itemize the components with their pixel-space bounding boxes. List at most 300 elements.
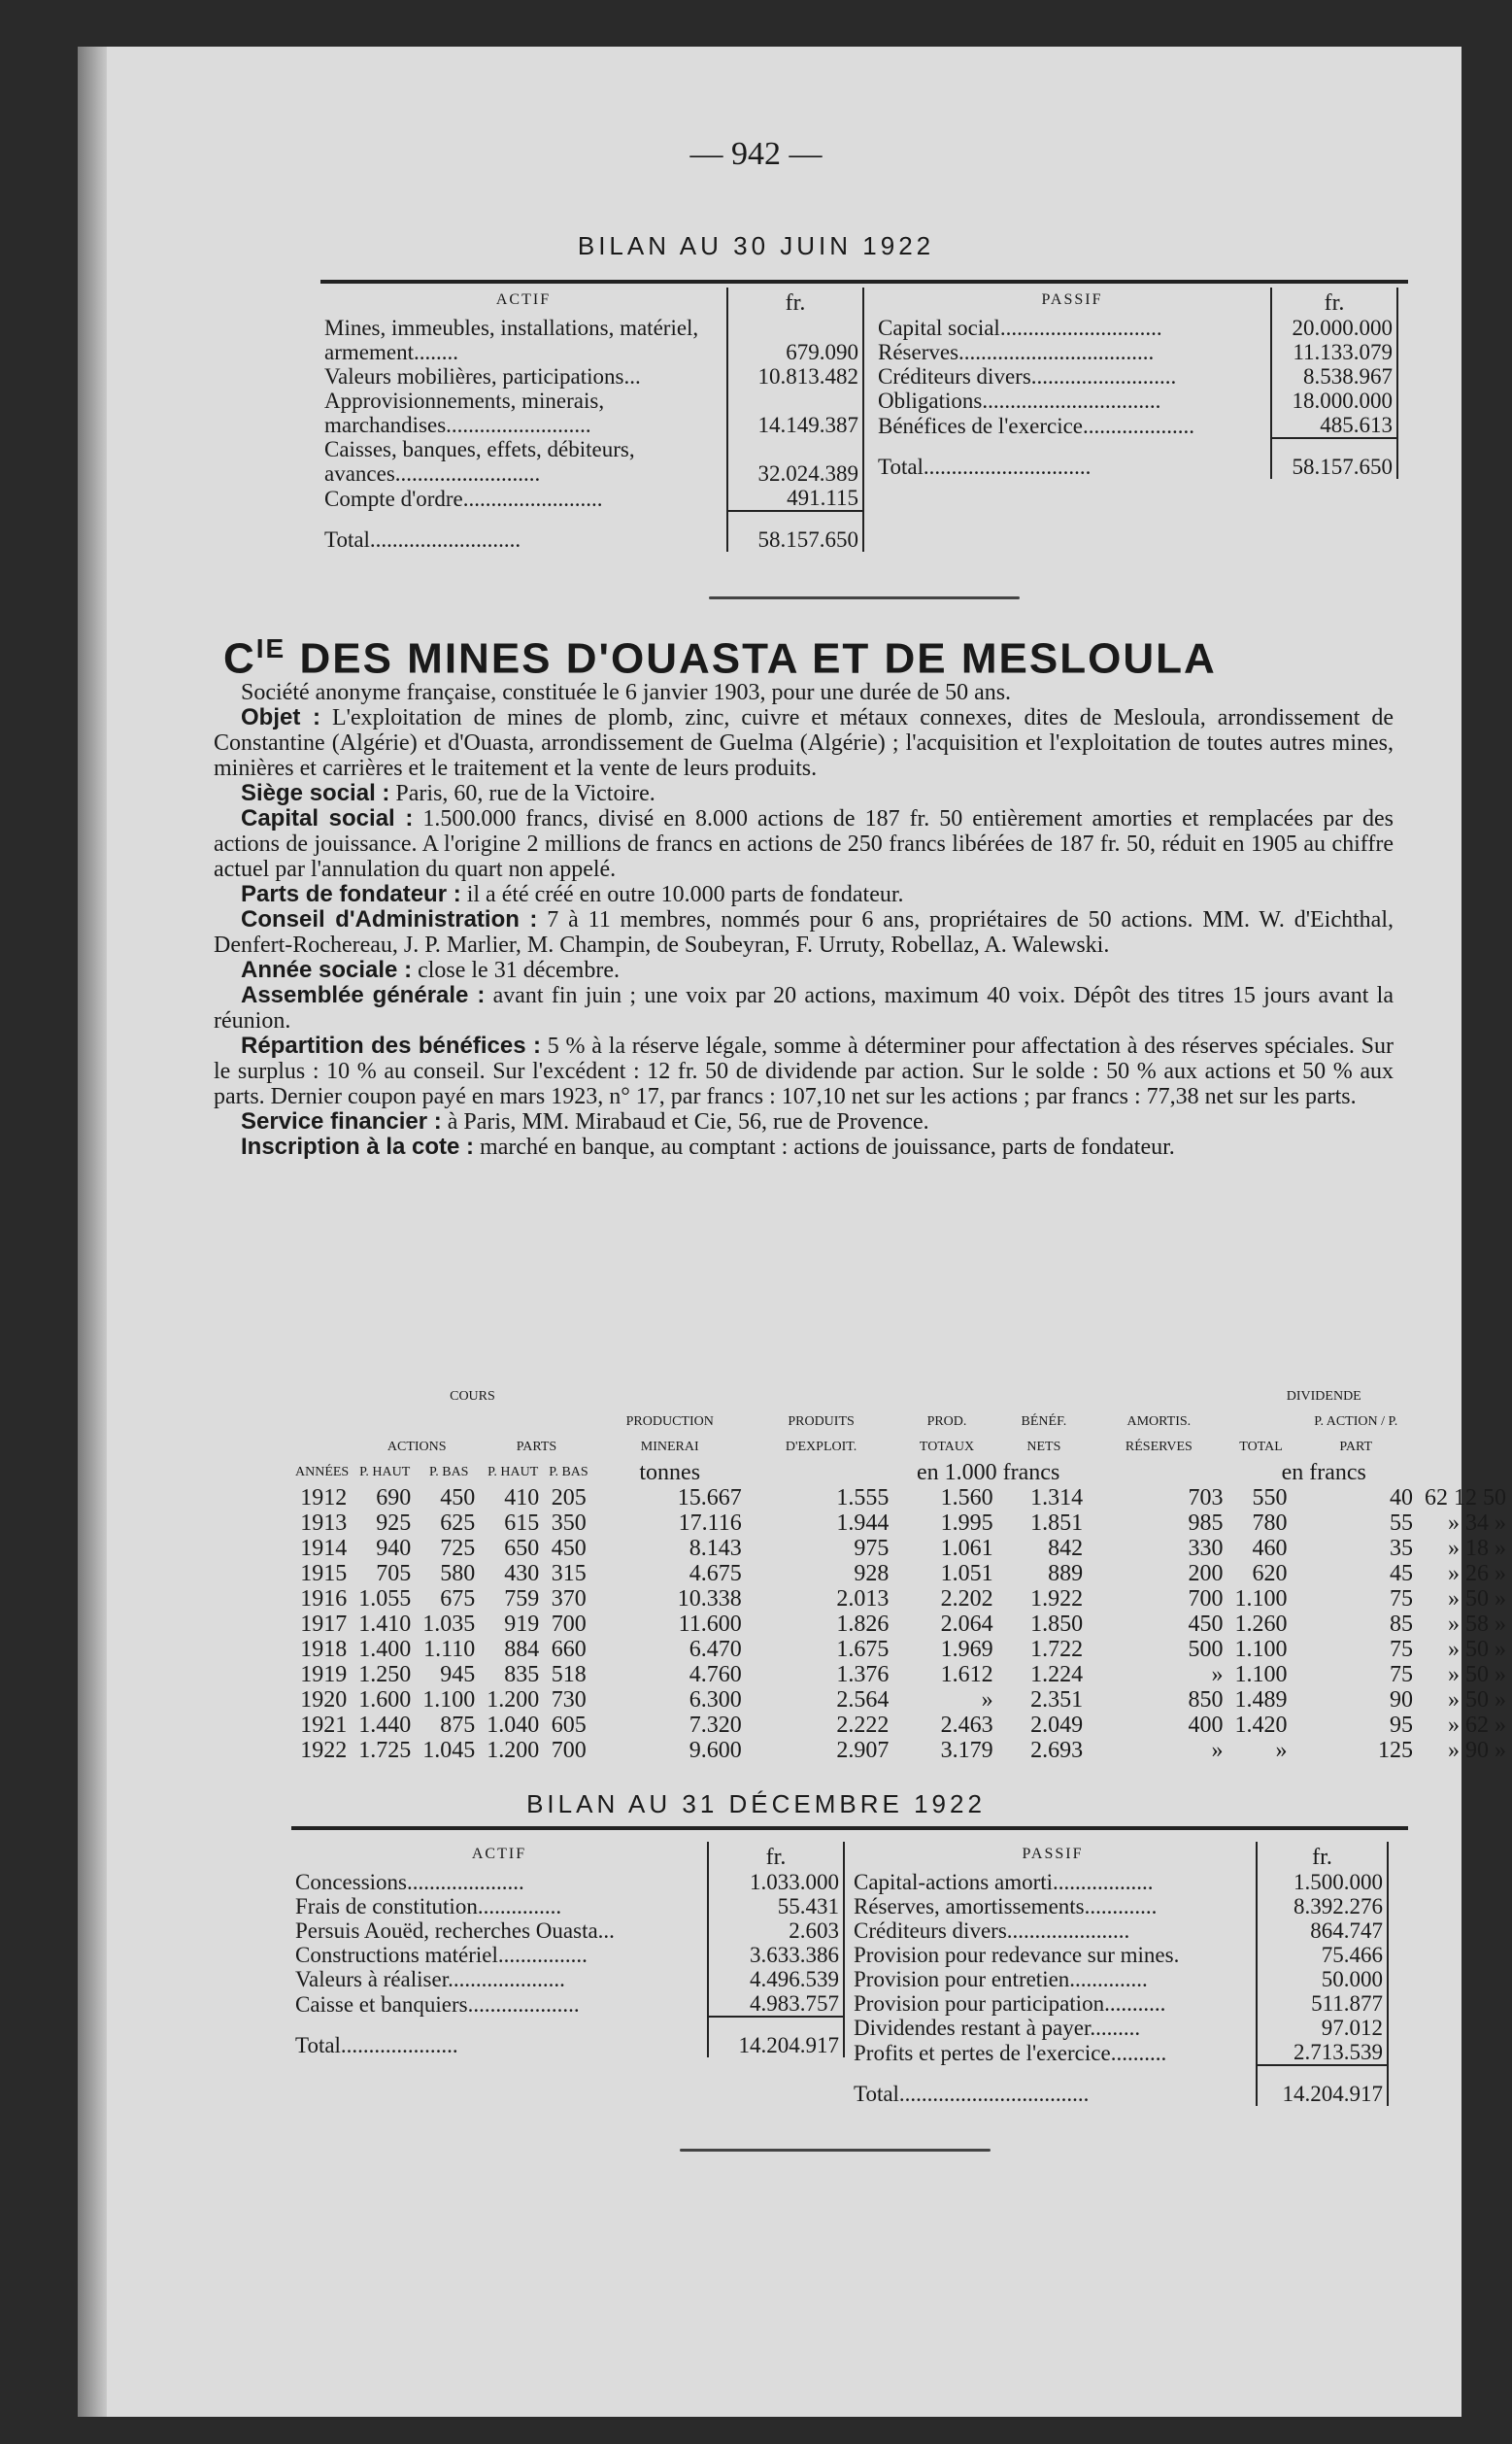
- table-cell: 1.851: [1030, 1511, 1084, 1536]
- table-cell: 2.907: [836, 1738, 890, 1763]
- table-cell: 7.320: [689, 1713, 742, 1738]
- bilan2-top-rule: [291, 1826, 1408, 1830]
- passif-label: Provision pour entretien..............: [854, 1967, 1148, 1991]
- passif-value: 11.133.079: [1271, 340, 1397, 364]
- passif-value: 18.000.000: [1271, 389, 1397, 413]
- passif-value: 511.877: [1257, 1991, 1388, 2016]
- table-cell: 2.693: [1030, 1738, 1084, 1763]
- paragraph: [214, 983, 1394, 1034]
- table-cell: 2.351: [1030, 1687, 1084, 1713]
- table-cell: 1.055: [358, 1586, 412, 1612]
- table-cell: 1.440: [358, 1713, 412, 1738]
- ornament-rule-2: [680, 2149, 991, 2152]
- table-cell: 780: [1252, 1511, 1288, 1536]
- actif-label: Valeurs mobilières, participations...: [324, 364, 641, 389]
- actif-row: [291, 1991, 844, 2017]
- passif-row: [850, 1967, 1388, 1991]
- table-cell: 605: [551, 1713, 587, 1738]
- table-cell: 875: [440, 1713, 476, 1738]
- table-cell: 1914: [300, 1536, 348, 1561]
- actif-value: 32.024.389: [727, 437, 863, 486]
- paragraph: [214, 1135, 1394, 1160]
- table-cell: 889: [1048, 1561, 1084, 1586]
- paragraph-text: marché en banque, au comptant : actions de jouissance, parts de fondateur.: [474, 1135, 1175, 1160]
- actif-label: Caisse et banquiers....................: [295, 1992, 580, 2017]
- actions-bas-heading: P. BAS: [429, 1465, 469, 1479]
- company-description: [214, 680, 1394, 1160]
- table-cell: 205: [551, 1485, 587, 1511]
- actif-label: Mines, immeubles, installations, matériel, armement........: [324, 316, 699, 364]
- annees-heading: ANNÉES: [295, 1465, 350, 1479]
- table-cell: 1.051: [940, 1561, 993, 1586]
- passif-row: [874, 316, 1397, 340]
- paragraph-key: Siège social :: [241, 780, 390, 806]
- table-cell: 759: [504, 1586, 540, 1612]
- actif-row: [320, 364, 863, 389]
- passif-label: Provision pour participation...........: [854, 1991, 1166, 2016]
- table-cell: 1.035: [422, 1612, 476, 1637]
- table-cell: 2.013: [836, 1586, 890, 1612]
- table-cell: 1922: [300, 1738, 348, 1763]
- paragraph-key: Parts de fondateur :: [241, 881, 461, 907]
- table-cell: 1.400: [358, 1637, 412, 1662]
- table-cell: 1.100: [1234, 1637, 1288, 1662]
- actif-value: 4.983.757: [708, 1991, 844, 2017]
- table-cell: 9.600: [689, 1738, 742, 1763]
- table-cell: 55: [1389, 1511, 1413, 1536]
- table-cell: »: [981, 1687, 993, 1713]
- table-cell: 2.564: [836, 1687, 890, 1713]
- table-cell: 350: [551, 1511, 587, 1536]
- total-row: [874, 438, 1397, 479]
- total-value: 58.157.650: [1271, 438, 1397, 479]
- actif-row: [291, 1918, 844, 1943]
- table-cell: 660: [551, 1637, 587, 1662]
- actif-label: Valeurs à réaliser.....................: [295, 1967, 565, 1991]
- table-row: [291, 1612, 1512, 1637]
- table-cell: 40: [1389, 1485, 1413, 1511]
- table-cell: 1918: [300, 1637, 348, 1662]
- passif-value: 97.012: [1257, 2016, 1388, 2040]
- paragraph-text: 1.500.000 francs, divisé en 8.000 actions de 187 fr. 50 entièrement amorties et remplacées par des actions de jouissance. A l'origine 2 millions de francs en actions de 250 francs libérées de 187 fr. 50, réduit en 1905 au chiffre actuel par l'annulation du quart non appelé.: [214, 806, 1394, 882]
- table-cell: 675: [440, 1586, 476, 1612]
- table-cell: 850: [1188, 1687, 1224, 1713]
- table-cell: 1.410: [358, 1612, 412, 1637]
- passif-label: Dividendes restant à payer.........: [854, 2016, 1141, 2040]
- table-cell: 1.200: [487, 1738, 540, 1763]
- table-cell: 940: [376, 1536, 412, 1561]
- table-cell: 1.224: [1030, 1662, 1084, 1687]
- table-cell: 518: [551, 1662, 587, 1687]
- table-cell: 2.049: [1030, 1713, 1084, 1738]
- paragraph-key: Répartition des bénéfices :: [241, 1033, 542, 1059]
- parts-bas-heading: P. BAS: [549, 1465, 588, 1479]
- passif-label: Créditeurs divers..........................: [878, 364, 1177, 389]
- table-cell: » 50 »: [1448, 1687, 1506, 1713]
- table-cell: 8.143: [689, 1536, 742, 1561]
- actif-heading: ACTIF: [495, 291, 552, 308]
- passif-value: 485.613: [1271, 413, 1397, 438]
- table-cell: 330: [1188, 1536, 1224, 1561]
- table-cell: 975: [854, 1536, 890, 1561]
- paragraph-key: Service financier :: [241, 1108, 442, 1135]
- table-cell: 2.064: [940, 1612, 993, 1637]
- table-cell: 15.667: [677, 1485, 742, 1511]
- table-cell: 6.300: [689, 1687, 742, 1713]
- passif-label: Capital social.............................: [878, 316, 1162, 340]
- total-label: Total.....................: [295, 2033, 458, 2057]
- table-row: [291, 1536, 1512, 1561]
- table-cell: 450: [1188, 1612, 1224, 1637]
- passif-value: 2.713.539: [1257, 2040, 1388, 2065]
- table-cell: 1916: [300, 1586, 348, 1612]
- fr-heading: fr.: [1271, 288, 1397, 316]
- production-heading: PRODUCTION MINERAI: [625, 1414, 714, 1454]
- paragraph-text: Paris, 60, rue de la Victoire.: [389, 781, 655, 806]
- actif-value: 14.149.387: [727, 389, 863, 437]
- table-cell: 75: [1389, 1586, 1413, 1612]
- table-cell: 615: [504, 1511, 540, 1536]
- table-cell: 1.826: [836, 1612, 890, 1637]
- table-cell: 703: [1188, 1485, 1224, 1511]
- table-cell: 1.850: [1030, 1612, 1084, 1637]
- total-row: [850, 2065, 1388, 2106]
- passif-label: Réserves...................................: [878, 340, 1155, 364]
- table-cell: 1917: [300, 1612, 348, 1637]
- table-cell: 620: [1252, 1561, 1288, 1586]
- bilan1-actif-table: [320, 288, 864, 552]
- table-cell: 725: [440, 1536, 476, 1561]
- table-cell: 1.560: [940, 1485, 993, 1511]
- paragraph-key: Année sociale :: [241, 957, 413, 983]
- table-cell: 2.222: [836, 1713, 890, 1738]
- total-label: Total...........................: [324, 527, 521, 552]
- table-cell: »: [1211, 1662, 1224, 1687]
- table-row: [291, 1738, 1512, 1763]
- table-cell: 1.600: [358, 1687, 412, 1713]
- paragraph-text: il a été créé en outre 10.000 parts de fondateur.: [460, 882, 904, 907]
- table-cell: 1.376: [836, 1662, 890, 1687]
- paragraph-text: close le 31 décembre.: [412, 958, 620, 983]
- table-cell: 1.555: [836, 1485, 890, 1511]
- passif-value: 8.392.276: [1257, 1894, 1388, 1918]
- table-cell: 1.675: [836, 1637, 890, 1662]
- passif-row: [850, 1894, 1388, 1918]
- actif-label: Caisses, banques, effets, débiteurs, avances..........................: [324, 437, 635, 486]
- produits-heading: PRODUITS D'EXPLOIT.: [785, 1414, 857, 1454]
- table-cell: 1.722: [1030, 1637, 1084, 1662]
- table-cell: 2.463: [940, 1713, 993, 1738]
- fr-heading: fr.: [708, 1842, 844, 1870]
- table-cell: 650: [504, 1536, 540, 1561]
- passif-value: 75.466: [1257, 1943, 1388, 1967]
- table-cell: 1920: [300, 1687, 348, 1713]
- table-row: [291, 1662, 1512, 1687]
- table-cell: 450: [440, 1485, 476, 1511]
- table-cell: » 50 »: [1448, 1662, 1506, 1687]
- company-title: $C^{IE}$ DES MINES D'OUASTA ET DE MESLOULA: [223, 633, 1217, 683]
- total-label: Total..............................: [878, 455, 1092, 479]
- table-cell: 430: [504, 1561, 540, 1586]
- actif-value: 4.496.539: [708, 1967, 844, 1991]
- table-cell: » 34 »: [1448, 1511, 1506, 1536]
- total-value: 14.204.917: [1257, 2065, 1388, 2106]
- table-cell: 700: [1188, 1586, 1224, 1612]
- passif-label: Réserves, amortissements.............: [854, 1894, 1158, 1918]
- paragraph-key: Inscription à la cote :: [241, 1134, 475, 1160]
- table-cell: 1913: [300, 1511, 348, 1536]
- table-cell: 1.250: [358, 1662, 412, 1687]
- paragraph: [214, 1109, 1394, 1135]
- paragraph-text: 7 à 11 membres, nommés pour 6 ans, propriétaires de 50 actions. MM. W. d'Eichthal, Denfert-Rochereau, J. P. Marlier, M. Champin, de Soubeyran, F. Urruty, Robellaz, A. Walewski.: [214, 907, 1394, 958]
- table-cell: 400: [1188, 1713, 1224, 1738]
- table-cell: 1.725: [358, 1738, 412, 1763]
- table-cell: » 58 »: [1448, 1612, 1506, 1637]
- table-cell: 884: [504, 1637, 540, 1662]
- actif-row: [320, 389, 863, 437]
- passif-row: [874, 389, 1397, 413]
- table-cell: 200: [1188, 1561, 1224, 1586]
- actif-label: Frais de constitution...............: [295, 1894, 562, 1918]
- table-cell: 125: [1377, 1738, 1413, 1763]
- table-row: [291, 1511, 1512, 1536]
- table-cell: 95: [1389, 1713, 1413, 1738]
- paragraph: [214, 958, 1394, 983]
- table-row: [291, 1637, 1512, 1662]
- table-cell: 1.420: [1234, 1713, 1288, 1738]
- actif-heading: ACTIF: [471, 1846, 527, 1862]
- table-cell: 705: [376, 1561, 412, 1586]
- table-cell: 1.969: [940, 1637, 993, 1662]
- table-cell: 1.045: [422, 1738, 476, 1763]
- bilan1-title: BILAN AU 30 JUIN 1922: [577, 231, 935, 260]
- table-cell: 1919: [300, 1662, 348, 1687]
- table-cell: 985: [1188, 1511, 1224, 1536]
- table-cell: 17.116: [678, 1511, 742, 1536]
- paragraph: [214, 1034, 1394, 1109]
- actif-row: [291, 1870, 844, 1894]
- actif-value: 55.431: [708, 1894, 844, 1918]
- passif-heading: PASSIF: [1022, 1846, 1084, 1862]
- total-value: 58.157.650: [727, 511, 863, 552]
- passif-value: 864.747: [1257, 1918, 1388, 1943]
- actif-value: 2.603: [708, 1918, 844, 1943]
- paragraph-text: 5 % à la réserve légale, somme à déterminer pour affectation à des réserves spéciales. Sur le surplus : 10 % au conseil. Sur l'excédent : 12 fr. 50 de dividende par action. Sur le solde : 50 % aux actions et 50 % aux parts. Dernier coupon payé en mars 1923, n° 17, par francs : 107,10 net sur les actions ; par francs : 77,38 net sur les parts.: [214, 1034, 1394, 1109]
- passif-label: Bénéfices de l'exercice....................: [878, 414, 1195, 438]
- bilan2-actif-table: [291, 1842, 845, 2057]
- table-cell: 500: [1188, 1637, 1224, 1662]
- table-row: [291, 1586, 1512, 1612]
- table-cell: 1.100: [422, 1687, 476, 1713]
- table-cell: » 50 »: [1448, 1637, 1506, 1662]
- table-cell: 928: [854, 1561, 890, 1586]
- table-cell: » 62 »: [1448, 1713, 1506, 1738]
- paragraph: [214, 907, 1394, 958]
- table-cell: 945: [440, 1662, 476, 1687]
- table-cell: 1921: [300, 1713, 348, 1738]
- passif-label: Capital-actions amorti..................: [854, 1870, 1154, 1894]
- table-cell: 1.944: [836, 1511, 890, 1536]
- passif-row: [874, 340, 1397, 364]
- table-cell: 4.760: [689, 1662, 742, 1687]
- passif-row: [850, 2040, 1388, 2065]
- passif-row: [850, 1918, 1388, 1943]
- paragraph-key: Assemblée générale :: [241, 982, 486, 1008]
- actif-row: [291, 1943, 844, 1967]
- actif-value: 3.633.386: [708, 1943, 844, 1967]
- total-heading: TOTAL: [1239, 1440, 1283, 1454]
- table-cell: 835: [504, 1662, 540, 1687]
- passif-label: Provision pour redevance sur mines.: [854, 1943, 1180, 1967]
- actif-label: Concessions.....................: [295, 1870, 524, 1894]
- passif-row: [874, 413, 1397, 438]
- actif-label: Constructions matériel................: [295, 1943, 588, 1967]
- table-cell: 625: [440, 1511, 476, 1536]
- ornament-rule: [709, 596, 1020, 599]
- table-cell: » 26 »: [1448, 1561, 1506, 1586]
- paragraph: [214, 882, 1394, 907]
- table-cell: 10.338: [677, 1586, 742, 1612]
- passif-row: [850, 2016, 1388, 2040]
- table-cell: 35: [1389, 1536, 1413, 1561]
- table-row: [291, 1485, 1512, 1511]
- bilan2-passif-table: [850, 1842, 1389, 2106]
- paragraph: [214, 781, 1394, 806]
- paragraph: [214, 806, 1394, 882]
- table-cell: 90: [1389, 1687, 1413, 1713]
- table-cell: 919: [504, 1612, 540, 1637]
- paragraph-text: à Paris, MM. Mirabaud et Cie, 56, rue de Provence.: [441, 1109, 929, 1135]
- table-cell: 925: [376, 1511, 412, 1536]
- parts-heading: PARTS: [516, 1440, 557, 1454]
- bilan1-top-rule: [320, 280, 1408, 284]
- passif-row: [850, 1870, 1388, 1894]
- total-row: [291, 2017, 844, 2057]
- table-cell: 550: [1252, 1485, 1288, 1511]
- passif-heading: PASSIF: [1041, 291, 1103, 308]
- table-cell: 1.922: [1030, 1586, 1084, 1612]
- dividende-heading: DIVIDENDE: [1286, 1389, 1361, 1404]
- actif-value: 679.090: [727, 316, 863, 364]
- paragraph-text: Société anonyme française, constituée le 6 janvier 1903, pour une durée de 50 ans.: [241, 680, 1012, 705]
- actif-label: Compte d'ordre.........................: [324, 487, 603, 511]
- parts-haut-heading: P. HAUT: [487, 1465, 539, 1479]
- table-cell: 1915: [300, 1561, 348, 1586]
- table-cell: 1.100: [1234, 1662, 1288, 1687]
- table-cell: 62 12 50: [1425, 1485, 1506, 1511]
- paction-ppart-heading: P. ACTION / P. PART: [1314, 1414, 1398, 1454]
- prod-totaux-heading: PROD. TOTAUX: [919, 1414, 975, 1454]
- passif-value: 50.000: [1257, 1967, 1388, 1991]
- passif-value: 20.000.000: [1271, 316, 1397, 340]
- actif-row: [320, 316, 863, 364]
- table-cell: 1.040: [487, 1713, 540, 1738]
- table-cell: 1.260: [1234, 1612, 1288, 1637]
- table-cell: 4.675: [689, 1561, 742, 1586]
- cours-heading: COURS: [450, 1389, 495, 1404]
- statistics-table: [291, 1384, 1512, 1763]
- paragraph-text: L'exploitation de mines de plomb, zinc, cuivre et métaux connexes, dites de Mesloula, arrondissement de Constantine (Algérie) et d'Ouasta, arrondissement de Guelma (Algérie) ; l'acquisition et l'exploitation de toutes autres mines, minières et carrières et le traitement et la vente de leurs produits.: [214, 705, 1394, 781]
- table-cell: 315: [551, 1561, 587, 1586]
- table-cell: 1.314: [1030, 1485, 1084, 1511]
- total-label: Total..................................: [854, 2082, 1090, 2106]
- table-row: [291, 1713, 1512, 1738]
- passif-label: Profits et pertes de l'exercice..........: [854, 2041, 1167, 2065]
- table-cell: 410: [504, 1485, 540, 1511]
- passif-value: 8.538.967: [1271, 364, 1397, 389]
- table-cell: » 18 »: [1448, 1536, 1506, 1561]
- table-cell: 45: [1389, 1561, 1413, 1586]
- tonnes-unit: tonnes: [639, 1460, 701, 1485]
- francs-unit: en 1.000 francs: [917, 1460, 1060, 1485]
- table-cell: 450: [551, 1536, 587, 1561]
- table-cell: 6.470: [689, 1637, 742, 1662]
- table-cell: 1.612: [940, 1662, 993, 1687]
- bilan2-title: BILAN AU 31 DÉCEMBRE 1922: [526, 1789, 986, 1818]
- actif-value: 491.115: [727, 486, 863, 511]
- table-cell: 1.110: [423, 1637, 476, 1662]
- passif-label: Créditeurs divers......................: [854, 1918, 1130, 1943]
- actif-label: Approvisionnements, minerais, marchandises..........................: [324, 389, 605, 437]
- actif-row: [291, 1967, 844, 1991]
- table-cell: 3.179: [940, 1738, 993, 1763]
- page-number: — 942 —: [689, 136, 823, 172]
- table-cell: 370: [551, 1586, 587, 1612]
- fr-heading: fr.: [1257, 1842, 1388, 1870]
- table-cell: 730: [551, 1687, 587, 1713]
- table-cell: 1.061: [940, 1536, 993, 1561]
- actif-value: 10.813.482: [727, 364, 863, 389]
- paragraph: [214, 705, 1394, 781]
- table-cell: 460: [1252, 1536, 1288, 1561]
- table-cell: » 90 »: [1448, 1738, 1506, 1763]
- actions-haut-heading: P. HAUT: [359, 1465, 411, 1479]
- actif-row: [291, 1894, 844, 1918]
- paragraph-key: Capital social :: [241, 805, 414, 832]
- table-cell: 690: [376, 1485, 412, 1511]
- table-cell: 1.200: [487, 1687, 540, 1713]
- actif-value: 1.033.000: [708, 1870, 844, 1894]
- passif-label: Obligations................................: [878, 389, 1161, 413]
- table-cell: 842: [1048, 1536, 1084, 1561]
- actions-heading: ACTIONS: [386, 1440, 447, 1454]
- table-cell: 1912: [300, 1485, 348, 1511]
- total-row: [320, 511, 863, 552]
- passif-value: 1.500.000: [1257, 1870, 1388, 1894]
- passif-row: [850, 1943, 1388, 1967]
- table-cell: 75: [1389, 1662, 1413, 1687]
- table-cell: 700: [551, 1738, 587, 1763]
- table-cell: 1.489: [1234, 1687, 1288, 1713]
- total-value: 14.204.917: [708, 2017, 844, 2057]
- table-cell: 75: [1389, 1637, 1413, 1662]
- table-cell: 580: [440, 1561, 476, 1586]
- actif-row: [320, 437, 863, 486]
- actif-label: Persuis Aouëd, recherches Ouasta...: [295, 1918, 615, 1943]
- paragraph-key: Conseil d'Administration :: [241, 906, 538, 933]
- table-cell: »: [1211, 1738, 1224, 1763]
- amortis-heading: AMORTIS. RÉSERVES: [1125, 1414, 1193, 1454]
- table-cell: 11.600: [678, 1612, 742, 1637]
- table-cell: »: [1275, 1738, 1288, 1763]
- table-cell: 85: [1389, 1612, 1413, 1637]
- table-cell: 1.995: [940, 1511, 993, 1536]
- passif-row: [874, 364, 1397, 389]
- table-cell: 1.100: [1234, 1586, 1288, 1612]
- bilan1-passif-table: [874, 288, 1398, 479]
- actif-row: [320, 486, 863, 511]
- book-spine: [78, 47, 107, 2417]
